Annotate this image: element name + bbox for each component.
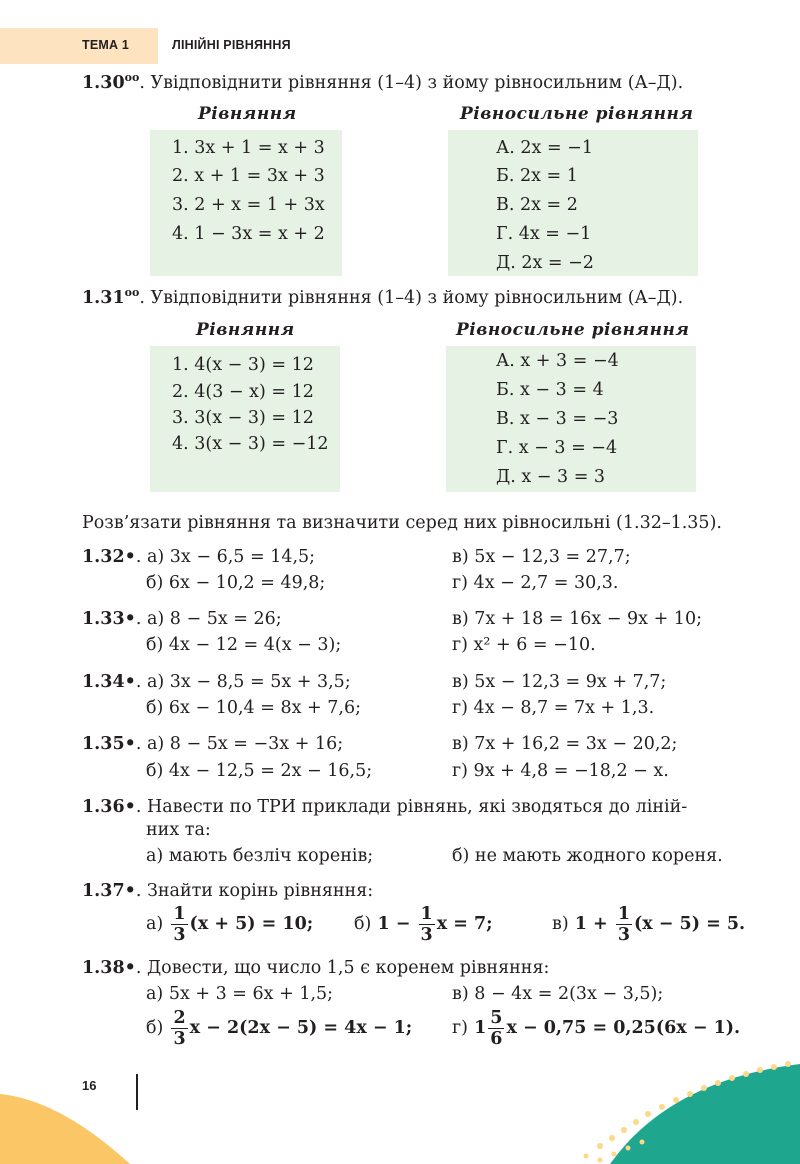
list-item: 4. 3(x − 3) = −12 bbox=[172, 434, 329, 454]
item-g: г) 9x + 4,8 = −18,2 − x. bbox=[452, 761, 669, 781]
exercise-1-34: 1.34•. а) 3x − 8,5 = 5x + 3,5; bbox=[82, 672, 351, 692]
page-number-divider bbox=[136, 1074, 138, 1110]
exercise-number: 1.37 bbox=[82, 881, 125, 901]
item-a: а) 3x − 6,5 = 14,5; bbox=[146, 547, 316, 567]
exercise-text: . Увідповіднити рівняння (1–4) з йому рівносильним (А–Д). bbox=[139, 288, 684, 308]
difficulty-mark: • bbox=[124, 797, 136, 817]
exercise-number: 1.36 bbox=[82, 797, 125, 817]
item-a: а) 5x + 3 = 6x + 1,5; bbox=[146, 984, 334, 1004]
fraction: $\frac{5}{6}$ bbox=[490, 1008, 503, 1049]
list-item: 1. 3x + 1 = x + 3 bbox=[172, 138, 325, 158]
list-item: Д. x − 3 = 3 bbox=[496, 467, 606, 487]
corner-orange-shape bbox=[0, 1094, 130, 1164]
difficulty-mark: • bbox=[124, 672, 136, 692]
fraction: $\frac{2}{3}$ bbox=[173, 1008, 186, 1049]
exercise-1-37 bbox=[82, 880, 373, 902]
item-b: б) 1 − $\frac{1}{3}$ x = 7; bbox=[354, 904, 493, 945]
item-b: б) 4x − 12,5 = 2x − 16,5; bbox=[146, 761, 373, 781]
exercise-1-31 bbox=[82, 287, 683, 311]
exercise-text: . Навести по ТРИ приклади рівнянь, які зводяться до лiнiй- bbox=[135, 797, 688, 817]
item-b: б) 6x − 10,4 = 8x + 7,6; bbox=[146, 698, 361, 718]
page-number: 16 bbox=[82, 1078, 97, 1093]
exercise-text: . Увідповіднити рівняння (1–4) з йому рівносильним (А–Д). bbox=[139, 73, 684, 93]
topic-title: ЛІНІЙНІ РІВНЯННЯ bbox=[172, 38, 291, 52]
exercise-1-30 bbox=[82, 72, 683, 96]
difficulty-mark: • bbox=[124, 958, 136, 978]
item-b: б) $\frac{2}{3}$ x − 2(2x − 5) = 4x − 1; bbox=[146, 1008, 413, 1049]
exercise-1-32: 1.32•. а) 3x − 6,5 = 14,5; bbox=[82, 547, 316, 567]
item-a: а) 8 − 5x = 26; bbox=[146, 609, 282, 629]
item-g: г) 4x − 8,7 = 7x + 1,3. bbox=[452, 698, 655, 718]
item-b: б) не мають жодного кореня. bbox=[452, 846, 723, 866]
list-item: 1. 4(x − 3) = 12 bbox=[172, 355, 314, 375]
fraction: $\frac{1}{3}$ bbox=[617, 904, 630, 945]
exercise-number: 1.35 bbox=[82, 734, 125, 754]
corner-teal-shape bbox=[610, 1064, 800, 1164]
item-g: г) x² + 6 = −10. bbox=[452, 635, 596, 655]
difficulty-mark: • bbox=[124, 609, 136, 629]
exercise-number: 1.32 bbox=[82, 547, 125, 567]
fraction: $\frac{1}{3}$ bbox=[420, 904, 433, 945]
item-v: в) 5x − 12,3 = 27,7; bbox=[452, 547, 631, 567]
item-g: г) 4x − 2,7 = 30,3. bbox=[452, 573, 619, 593]
column-head-equation: Рівняння bbox=[196, 320, 295, 340]
difficulty-mark: • bbox=[124, 547, 136, 567]
item-a: а) мають безліч коренів; bbox=[146, 846, 374, 866]
item-v: в) 1 + $\frac{1}{3}$ (x − 5) = 5. bbox=[552, 904, 746, 945]
list-item: Б. 2x = 1 bbox=[496, 166, 578, 186]
list-item: Г. 4x = −1 bbox=[496, 224, 592, 244]
list-item: 2. x + 1 = 3x + 3 bbox=[172, 166, 325, 186]
exercise-number: 1.31 bbox=[82, 288, 125, 308]
list-item: Д. 2x = −2 bbox=[496, 253, 594, 273]
fraction: $\frac{1}{3}$ bbox=[173, 904, 186, 945]
item-a: а) 3x − 8,5 = 5x + 3,5; bbox=[146, 672, 351, 692]
column-head-equation: Рівняння bbox=[198, 104, 297, 124]
exercise-number: 1.30 bbox=[82, 73, 125, 93]
item-b: б) 6x − 10,2 = 49,8; bbox=[146, 573, 326, 593]
list-item: В. 2x = 2 bbox=[496, 195, 578, 215]
exercise-text-continued: них та: bbox=[146, 820, 211, 840]
column-head-equivalent: Рівносильне рівняння bbox=[456, 320, 690, 340]
exercise-1-36 bbox=[82, 796, 687, 818]
difficulty-mark: • bbox=[124, 881, 136, 901]
difficulty-mark: оо bbox=[124, 286, 140, 299]
list-item: А. x + 3 = −4 bbox=[496, 351, 619, 371]
header-band bbox=[0, 28, 158, 64]
list-item: 4. 1 − 3x = x + 2 bbox=[172, 224, 325, 244]
list-item: А. 2x = −1 bbox=[496, 138, 593, 158]
exercise-text: . Довести, що число 1,5 є коренем рівняння: bbox=[135, 958, 550, 978]
item-a: а) $\frac{1}{3}$ (x + 5) = 10; bbox=[146, 904, 314, 945]
topic-label: ТЕМА 1 bbox=[82, 38, 130, 52]
list-item: В. x − 3 = −3 bbox=[496, 409, 619, 429]
exercise-1-38 bbox=[82, 957, 549, 979]
list-item: Б. x − 3 = 4 bbox=[496, 380, 604, 400]
exercise-1-33: 1.33•. а) 8 − 5x = 26; bbox=[82, 609, 282, 629]
exercise-text: . Знайти корінь рівняння: bbox=[135, 881, 374, 901]
exercise-number: 1.33 bbox=[82, 609, 125, 629]
item-v: в) 5x − 12,3 = 9x + 7,7; bbox=[452, 672, 667, 692]
exercise-number: 1.38 bbox=[82, 958, 125, 978]
item-v: в) 7x + 18 = 16x − 9x + 10; bbox=[452, 609, 702, 629]
instruction-text: Розв’язати рівняння та визначити серед них рівносильні (1.32–1.35). bbox=[82, 513, 722, 533]
column-head-equivalent: Рівносильне рівняння bbox=[460, 104, 694, 124]
item-g: г) 1 $\frac{5}{6}$ x − 0,75 = 0,25(6x − 1). bbox=[452, 1008, 741, 1049]
list-item: 2. 4(3 − x) = 12 bbox=[172, 382, 314, 402]
item-a: а) 8 − 5x = −3x + 16; bbox=[146, 734, 344, 754]
exercise-number: 1.34 bbox=[82, 672, 125, 692]
item-v: в) 7x + 16,2 = 3x − 20,2; bbox=[452, 734, 678, 754]
item-b: б) 4x − 12 = 4(x − 3); bbox=[146, 635, 342, 655]
difficulty-mark: оо bbox=[124, 71, 140, 84]
difficulty-mark: • bbox=[124, 734, 136, 754]
list-item: Г. x − 3 = −4 bbox=[496, 438, 618, 458]
list-item: 3. 2 + x = 1 + 3x bbox=[172, 195, 325, 215]
item-v: в) 8 − 4x = 2(3x − 3,5); bbox=[452, 984, 664, 1004]
exercise-1-35: 1.35•. а) 8 − 5x = −3x + 16; bbox=[82, 734, 344, 754]
list-item: 3. 3(x − 3) = 12 bbox=[172, 408, 314, 428]
